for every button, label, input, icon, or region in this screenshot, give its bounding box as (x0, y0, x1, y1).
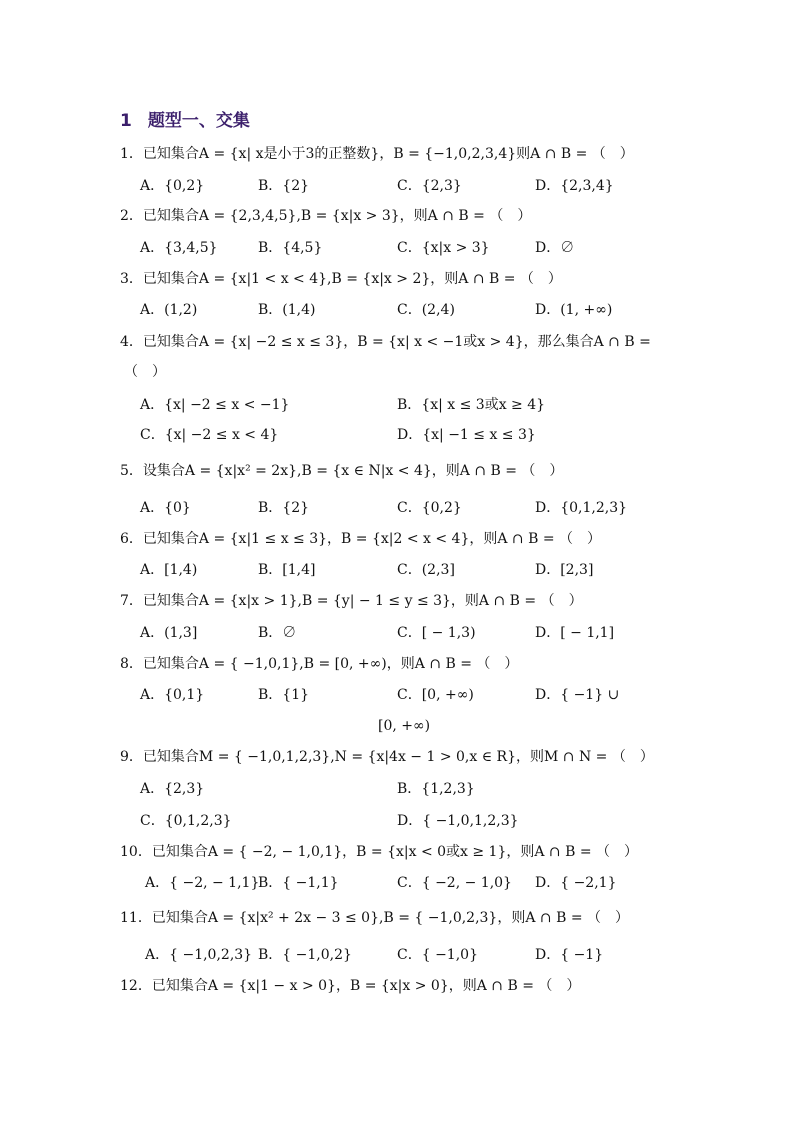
question-9-option-b: B．{1,2,3} (397, 781, 475, 797)
question-1-option-d: D．{2,3,4} (535, 178, 614, 194)
question-1-option-b: B．{2} (258, 178, 310, 194)
question-2-option-b: B．{4,5} (258, 240, 323, 256)
question-9-option-a: A．{2,3} (140, 781, 205, 797)
question-1-option-a: A．{0,2} (140, 178, 205, 194)
question-7-stem: 7．已知集合A = {x|x > 1},B = {y| − 1 ≤ y ≤ 3}，则A ∩ B = （ ） (120, 593, 583, 609)
section-heading (120, 106, 250, 131)
question-10-option-c: C．{ −2, − 1,0} (397, 875, 512, 891)
question-11-option-d: D．{ −1} (535, 947, 604, 963)
question-1-stem: 1．已知集合A = {x| x是小于3的正整数}，B = {−1,0,2,3,4}则A ∩ B = （ ） (120, 146, 634, 162)
question-12-stem: 12．已知集合A = {x|1 − x > 0}，B = {x|x > 0}，则A ∩ B = （ ） (120, 978, 581, 994)
question-11-option-b: B．{ −1,0,2} (258, 947, 352, 963)
question-5-option-d: D．{0,1,2,3} (535, 500, 628, 516)
question-3-option-c: C．(2,4) (397, 302, 455, 318)
question-5-stem: 5．设集合A = {x|x² = 2x},B = {x ∈ N|x < 4}，则A ∩ B = （ ） (120, 463, 564, 479)
question-1-option-c: C．{2,3} (397, 178, 462, 194)
question-4-stem: 4．已知集合A = {x| −2 ≤ x ≤ 3}，B = {x| x < −1或x > 4}，那么集合A ∩ B = (120, 334, 651, 350)
question-9-option-d: D．{ −1,0,1,2,3} (397, 813, 519, 829)
question-8-option-c: C．[0, +∞) (397, 687, 474, 703)
question-3-stem: 3．已知集合A = {x|1 < x < 4},B = {x|x > 2}，则A ∩ B = （ ） (120, 271, 562, 287)
question-10-option-b: B．{ −1,1} (258, 875, 339, 891)
question-9-option-c: C．{0,1,2,3} (140, 813, 232, 829)
question-10-option-a: A．{ −2, − 1,1} (145, 875, 260, 891)
question-7-option-a: A．(1,3] (140, 625, 198, 641)
question-6-option-c: C．(2,3] (397, 562, 455, 578)
question-6-option-a: A．[1,4) (140, 562, 198, 578)
question-4-option-d: D．{x| −1 ≤ x ≤ 3} (397, 427, 536, 443)
question-3-option-a: A．(1,2) (140, 302, 198, 318)
question-6-option-b: B．[1,4] (258, 562, 316, 578)
question-8-option-d: D．{ −1} ∪ (535, 687, 620, 703)
question-2-option-c: C．{x|x > 3} (397, 240, 490, 256)
question-8-option-a: A．{0,1} (140, 687, 205, 703)
question-9-stem: 9．已知集合M = { −1,0,1,2,3},N = {x|4x − 1 > 0,x ∈ R}，则M ∩ N = （ ） (120, 749, 654, 765)
question-7-option-c: C．[ − 1,3) (397, 625, 476, 641)
question-4-option-c: C．{x| −2 ≤ x < 4} (140, 427, 279, 443)
question-6-stem: 6．已知集合A = {x|1 ≤ x ≤ 3}，B = {x|2 < x < 4}，则A ∩ B = （ ） (120, 531, 602, 547)
question-8-option-b: B．{1} (258, 687, 310, 703)
question-5-option-b: B．{2} (258, 500, 310, 516)
question-8-option-d-continued: [0, +∞) (378, 718, 431, 734)
section-number: 1 (120, 111, 132, 131)
question-11-stem: 11．已知集合A = {x|x² + 2x − 3 ≤ 0},B = { −1,0,2,3}，则A ∩ B = （ ） (120, 910, 630, 926)
question-11-option-a: A．{ −1,0,2,3} (145, 947, 253, 963)
question-10-stem: 10．已知集合A = { −2, − 1,0,1}，B = {x|x < 0或x ≥ 1}，则A ∩ B = （ ） (120, 844, 639, 860)
question-2-stem: 2．已知集合A = {2,3,4,5},B = {x|x > 3}，则A ∩ B = （ ） (120, 208, 532, 224)
question-7-option-b: B．∅ (258, 625, 297, 641)
question-4-stem-continued: （ ） (124, 364, 166, 380)
question-10-option-d: D．{ −2,1} (535, 875, 617, 891)
question-8-stem: 8．已知集合A = { −1,0,1},B = [0, +∞)，则A ∩ B = （ ） (120, 656, 519, 672)
question-2-option-a: A．{3,4,5} (140, 240, 218, 256)
question-6-option-d: D．[2,3] (535, 562, 594, 578)
section-title: 题型一、交集 (147, 111, 250, 131)
question-4-option-a: A．{x| −2 ≤ x < −1} (140, 397, 290, 413)
question-5-option-c: C．{0,2} (397, 500, 462, 516)
question-11-option-c: C．{ −1,0} (397, 947, 478, 963)
question-2-option-d: D．∅ (535, 240, 575, 256)
question-4-option-b: B．{x| x ≤ 3或x ≥ 4} (397, 397, 546, 413)
question-3-option-d: D．(1, +∞) (535, 302, 613, 318)
question-7-option-d: D．[ − 1,1] (535, 625, 615, 641)
question-5-option-a: A．{0} (140, 500, 191, 516)
question-3-option-b: B．(1,4) (258, 302, 316, 318)
